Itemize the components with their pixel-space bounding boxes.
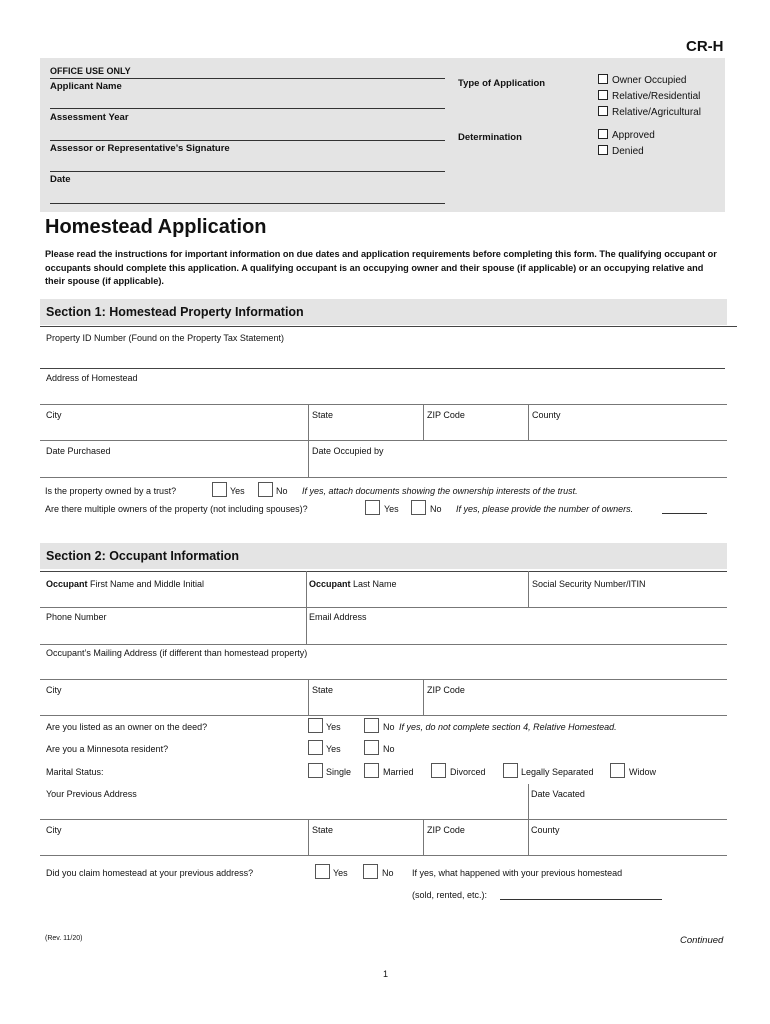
- phone-row-line[interactable]: [40, 644, 727, 645]
- assessment-year-line[interactable]: [50, 108, 445, 109]
- checkbox-icon[interactable]: [598, 106, 608, 116]
- marital-separated-checkbox[interactable]: [503, 763, 518, 778]
- trust-note: If yes, attach documents showing the ownership interests of the trust.: [302, 486, 578, 496]
- date-purchased-label: Date Purchased: [46, 446, 111, 456]
- marital-status-label: Marital Status:: [46, 767, 104, 777]
- applicant-name-label: Applicant Name: [50, 81, 122, 92]
- city-label: City: [46, 410, 62, 420]
- section2-header: [40, 543, 727, 569]
- section1-rule: [40, 326, 737, 327]
- prev-city-row-line[interactable]: [40, 855, 727, 856]
- trust-yes-label: Yes: [230, 486, 245, 496]
- determination-label: Determination: [458, 132, 522, 143]
- divider: [423, 819, 424, 855]
- claim-no-checkbox[interactable]: [363, 864, 378, 879]
- last-name-label: Occupant Last Name: [309, 579, 397, 589]
- divider: [528, 784, 529, 819]
- marital-single-label: Single: [326, 767, 352, 777]
- office-use-heading: OFFICE USE ONLY: [50, 66, 131, 76]
- deed-yes-label: Yes: [326, 722, 341, 732]
- checkbox-icon[interactable]: [598, 74, 608, 84]
- section2-rule: [40, 571, 727, 572]
- mailing-row-line[interactable]: [40, 679, 727, 680]
- marital-divorced-checkbox[interactable]: [431, 763, 446, 778]
- determination-option-approved[interactable]: Approved: [598, 129, 655, 141]
- prev-city-label: City: [46, 825, 62, 835]
- resident-yes-label: Yes: [326, 744, 341, 754]
- intro-paragraph: Please read the instructions for important information on due dates and application requirements before completing this form. The qualifying occupant or occupants should complete this application. A qualifying occupant is an occupying owner and their spouse (if applicable) or an occupying relative and their spouse (if applicable).: [45, 249, 717, 286]
- divider: [308, 404, 309, 440]
- section1-title: Section 1: Homestead Property Information: [46, 305, 304, 319]
- checkbox-icon[interactable]: [598, 145, 608, 155]
- prev-state-label: State: [312, 825, 334, 835]
- type-option-owner-occupied[interactable]: Owner Occupied: [598, 74, 686, 86]
- date-vacated-label: Date Vacated: [531, 789, 585, 799]
- mailing-address-label: Occupant’s Mailing Address (if different than homestead property): [46, 648, 308, 658]
- signature-line[interactable]: [50, 140, 445, 141]
- phone-label: Phone Number: [46, 612, 107, 622]
- section2-title: Section 2: Occupant Information: [46, 549, 240, 563]
- resident-no-label: No: [383, 744, 395, 754]
- divider: [528, 571, 529, 607]
- divider: [528, 404, 529, 440]
- divider: [306, 571, 307, 607]
- deed-yes-checkbox[interactable]: [308, 718, 323, 733]
- property-id-label: Property ID Number (Found on the Property Tax Statement): [46, 333, 284, 343]
- signature-label: Assessor or Representative’s Signature: [50, 143, 230, 154]
- office-use-box: [40, 58, 725, 212]
- prev-county-label: County: [531, 825, 560, 835]
- claim-homestead-question: Did you claim homestead at your previous address?: [46, 868, 254, 878]
- divider: [528, 819, 529, 855]
- resident-no-checkbox[interactable]: [364, 740, 379, 755]
- marital-married-label: Married: [383, 767, 414, 777]
- claim-note: If yes, what happened with your previous homestead: [412, 868, 623, 878]
- email-label: Email Address: [309, 612, 367, 622]
- assessment-year-label: Assessment Year: [50, 112, 129, 123]
- claim-yes-checkbox[interactable]: [315, 864, 330, 879]
- resident-question: Are you a Minnesota resident?: [46, 744, 169, 754]
- marital-widow-checkbox[interactable]: [610, 763, 625, 778]
- multi-no-label: No: [430, 504, 442, 514]
- checkbox-icon[interactable]: [598, 129, 608, 139]
- marital-widow-label: Widow: [629, 767, 657, 777]
- name-row-line[interactable]: [40, 607, 727, 608]
- revision-note: (Rev. 11/20): [45, 935, 83, 942]
- first-name-label: Occupant First Name and Middle Initial: [46, 579, 205, 589]
- date-row-line[interactable]: [40, 477, 727, 478]
- claim-detail-line[interactable]: [500, 899, 662, 900]
- city-row-line[interactable]: [40, 440, 727, 441]
- marital-divorced-label: Divorced: [450, 767, 486, 777]
- county-label: County: [532, 410, 561, 420]
- continued-note: Continued: [680, 935, 724, 946]
- divider: [423, 679, 424, 715]
- divider: [306, 607, 307, 644]
- zip-label: ZIP Code: [427, 410, 465, 420]
- deed-question: Are you listed as an owner on the deed?: [46, 722, 208, 732]
- applicant-name-line[interactable]: [50, 78, 445, 79]
- trust-yes-checkbox[interactable]: [212, 482, 227, 497]
- resident-yes-checkbox[interactable]: [308, 740, 323, 755]
- section1-header: [40, 299, 727, 325]
- type-option-relative-agricultural[interactable]: Relative/Agricultural: [598, 106, 701, 118]
- determination-option-denied[interactable]: Denied: [598, 145, 644, 157]
- checkbox-icon[interactable]: [598, 90, 608, 100]
- ssn-label: Social Security Number/ITIN: [532, 579, 646, 589]
- date-entry-line[interactable]: [50, 203, 445, 204]
- multiple-owners-question: Are there multiple owners of the property (not including spouses)?: [45, 504, 308, 514]
- prev-zip-label: ZIP Code: [427, 825, 465, 835]
- claim-yes-label: Yes: [333, 868, 348, 878]
- claim-no-label: No: [382, 868, 394, 878]
- address-line[interactable]: [40, 404, 727, 405]
- city-label: City: [46, 685, 62, 695]
- address-label: Address of Homestead: [46, 373, 138, 383]
- multi-yes-label: Yes: [384, 504, 399, 514]
- date-label: Date: [50, 174, 71, 185]
- owners-count-line[interactable]: [662, 513, 707, 514]
- divider: [423, 404, 424, 440]
- divider: [308, 819, 309, 855]
- divider: [308, 679, 309, 715]
- multi-yes-checkbox[interactable]: [365, 500, 380, 515]
- form-code: CR-H: [686, 38, 724, 55]
- type-option-relative-residential[interactable]: Relative/Residential: [598, 90, 700, 102]
- trust-no-label: No: [276, 486, 288, 496]
- previous-address-label: Your Previous Address: [46, 789, 137, 799]
- deed-note: If yes, do not complete section 4, Relative Homestead.: [399, 722, 617, 732]
- marital-married-checkbox[interactable]: [364, 763, 379, 778]
- previous-address-line[interactable]: [40, 819, 727, 820]
- city-row-line[interactable]: [40, 715, 727, 716]
- state-label: State: [312, 685, 334, 695]
- marital-single-checkbox[interactable]: [308, 763, 323, 778]
- deed-no-checkbox[interactable]: [364, 718, 379, 733]
- multi-no-checkbox[interactable]: [411, 500, 426, 515]
- trust-no-checkbox[interactable]: [258, 482, 273, 497]
- trust-question: Is the property owned by a trust?: [45, 486, 177, 496]
- divider: [308, 440, 309, 477]
- date-occupied-label: Date Occupied by: [312, 446, 384, 456]
- claim-note-line2: (sold, rented, etc.):: [412, 890, 488, 900]
- marital-separated-label: Legally Separated: [521, 767, 594, 777]
- state-label: State: [312, 410, 334, 420]
- property-id-line[interactable]: [40, 368, 725, 369]
- date-line[interactable]: [50, 171, 445, 172]
- deed-no-label: No: [383, 722, 395, 732]
- page-number: 1: [383, 969, 389, 979]
- multi-note: If yes, please provide the number of owners.: [456, 504, 634, 514]
- type-of-application-label: Type of Application: [458, 78, 546, 89]
- page-title: Homestead Application: [45, 216, 267, 238]
- zip-label: ZIP Code: [427, 685, 465, 695]
